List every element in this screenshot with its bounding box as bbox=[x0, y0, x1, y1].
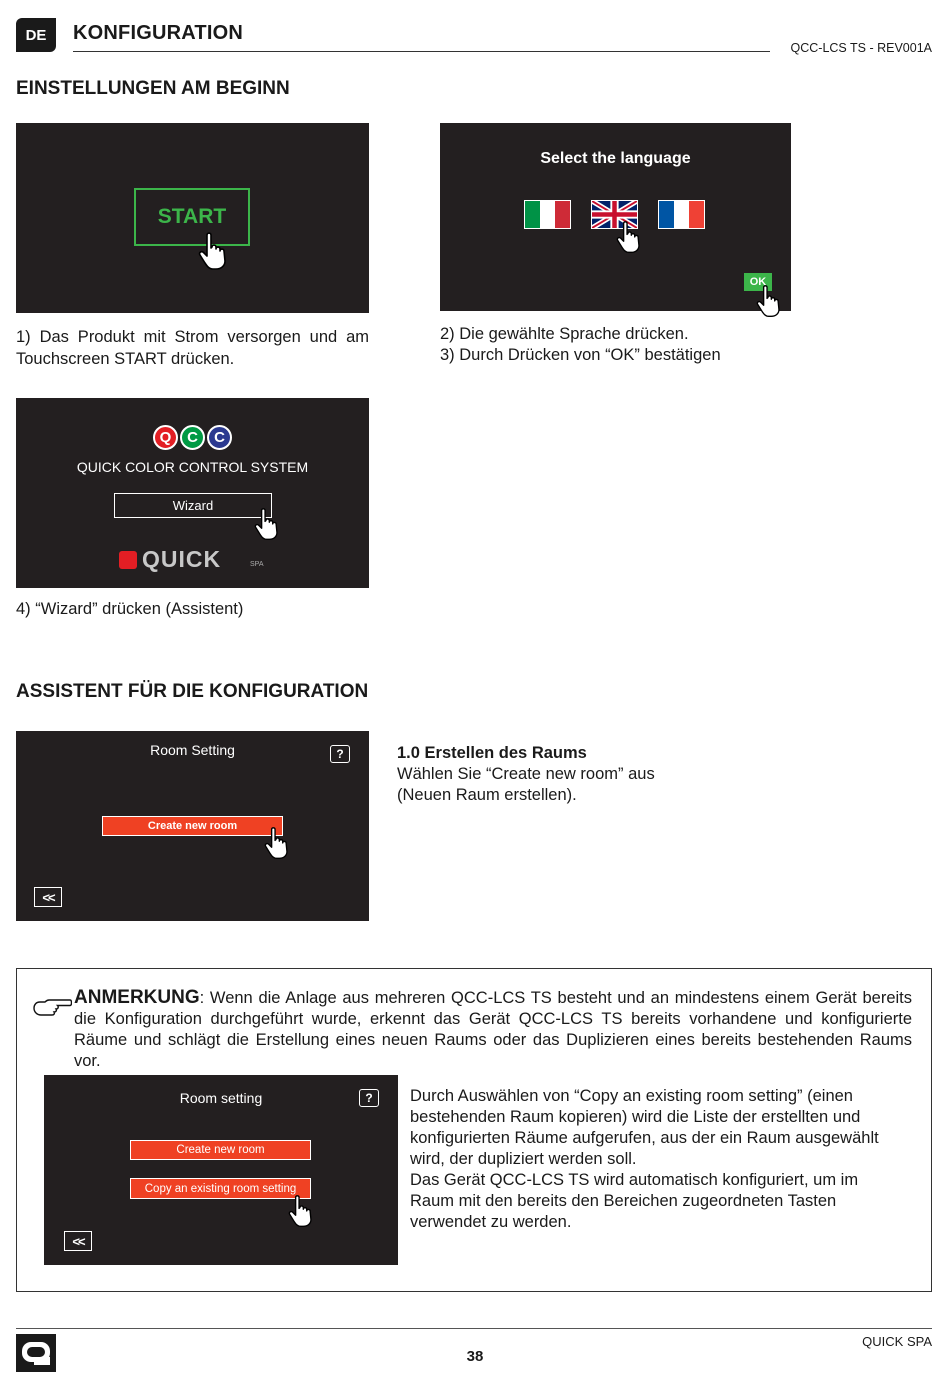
start-button[interactable]: START bbox=[134, 188, 250, 246]
back-icon[interactable]: << bbox=[64, 1231, 92, 1251]
system-name: QUICK COLOR CONTROL SYSTEM bbox=[76, 459, 309, 475]
screen-wizard bbox=[16, 398, 369, 588]
pointer-hand-icon bbox=[254, 506, 288, 542]
note-explanation-line: verwendet zu werden. bbox=[410, 1213, 572, 1231]
flag-french-icon[interactable] bbox=[658, 200, 705, 229]
ok-button[interactable]: OK bbox=[744, 273, 772, 291]
quick-brand-name: QUICK bbox=[142, 546, 222, 572]
step-2-text: 2) Die gewählte Sprache drücken. bbox=[440, 325, 689, 343]
pointer-hand-icon bbox=[264, 825, 298, 861]
page-title: KONFIGURATION bbox=[73, 22, 243, 44]
footer-company: QUICK SPA bbox=[862, 1334, 932, 1349]
create-new-room-button[interactable]: Create new room bbox=[102, 816, 283, 836]
qcc-logo-letter-q: Q bbox=[153, 425, 178, 450]
screen-room-setting bbox=[16, 731, 369, 921]
step-4-text: 4) “Wizard” drücken (Assistent) bbox=[16, 600, 244, 618]
header-divider bbox=[73, 51, 770, 52]
note-explanation-line: Das Gerät QCC-LCS TS wird automatisch konfiguriert, um im bbox=[410, 1171, 859, 1189]
note-explanation-line: Durch Auswählen von “Copy an existing room setting” (einen bbox=[410, 1087, 853, 1105]
step-create-room-line-1: Wählen Sie “Create new room” aus bbox=[397, 765, 655, 783]
screen-room-setting-copy bbox=[44, 1075, 398, 1265]
pointer-hand-icon bbox=[288, 1193, 322, 1229]
qcc-logo-letter-c1: C bbox=[180, 425, 205, 450]
qcc-logo-letter-c2: C bbox=[207, 425, 232, 450]
room-setting-copy-title: Room setting bbox=[179, 1090, 263, 1106]
room-setting-title: Room Setting bbox=[150, 742, 235, 758]
page-number: 38 bbox=[466, 1348, 484, 1365]
note-explanation-line: Raum mit den bereits den Bereichen zugeordneten Tasten bbox=[410, 1192, 837, 1210]
language-title: Select the language bbox=[540, 150, 691, 167]
back-icon[interactable]: << bbox=[34, 887, 62, 907]
pointer-hand-icon bbox=[756, 283, 790, 319]
note-paragraph bbox=[74, 987, 912, 1072]
note-explanation-line: wird, der dupliziert werden soll. bbox=[410, 1150, 637, 1168]
wizard-button[interactable]: Wizard bbox=[114, 493, 272, 518]
note-explanation-line: bestehenden Raum kopieren) wird die Liste der erstellten und bbox=[410, 1108, 861, 1126]
section-title-configuration-assistant: ASSISTENT FÜR DIE KONFIGURATION bbox=[16, 681, 369, 702]
pointer-hand-icon bbox=[616, 219, 650, 255]
document-code: QCC-LCS TS - REV001A bbox=[790, 41, 932, 55]
step-3-text: 3) Durch Drücken von “OK” bestätigen bbox=[440, 346, 721, 364]
screen-language bbox=[440, 123, 791, 311]
note-box bbox=[16, 968, 932, 1292]
quick-brand-logo-icon bbox=[119, 551, 137, 569]
note-text: : Wenn die Anlage aus mehreren QCC-LCS TS besteht und an mindestens einem Gerät bereits die Konfiguration durchgeführt wurde, erkennt das Gerät QCC-LCS TS bereits vorhandene und konfigurierte Räume und schlägt die Erstellung eines neuen Raums oder das Duplizieren eines bereits bestehenden Raums vor. bbox=[74, 989, 912, 1070]
step-create-room-title: 1.0 Erstellen des Raums bbox=[397, 744, 587, 762]
step-create-room-line-2: (Neuen Raum erstellen). bbox=[397, 786, 577, 804]
quick-brand-suffix: SPA bbox=[250, 561, 264, 568]
copy-existing-room-button[interactable]: Copy an existing room setting bbox=[130, 1178, 311, 1199]
screen-start bbox=[16, 123, 369, 313]
footer-divider bbox=[16, 1328, 932, 1329]
language-badge: DE bbox=[16, 18, 56, 52]
help-icon[interactable]: ? bbox=[330, 745, 350, 763]
pointer-hand-icon bbox=[198, 231, 238, 271]
note-label: ANMERKUNG bbox=[74, 987, 200, 1008]
help-icon[interactable]: ? bbox=[359, 1089, 379, 1107]
note-explanation-line: konfigurierten Räume aufgerufen, aus der ein Raum ausgewählt bbox=[410, 1129, 879, 1147]
section-title-initial-settings: EINSTELLUNGEN AM BEGINN bbox=[16, 78, 290, 99]
step-1-text: 1) Das Produkt mit Strom versorgen und am Touchscreen START drücken. bbox=[16, 328, 369, 368]
note-explanation bbox=[410, 1086, 910, 1233]
create-new-room-button[interactable]: Create new room bbox=[130, 1140, 311, 1160]
pointing-finger-icon bbox=[32, 994, 72, 1018]
flag-italian-icon[interactable] bbox=[524, 200, 571, 229]
